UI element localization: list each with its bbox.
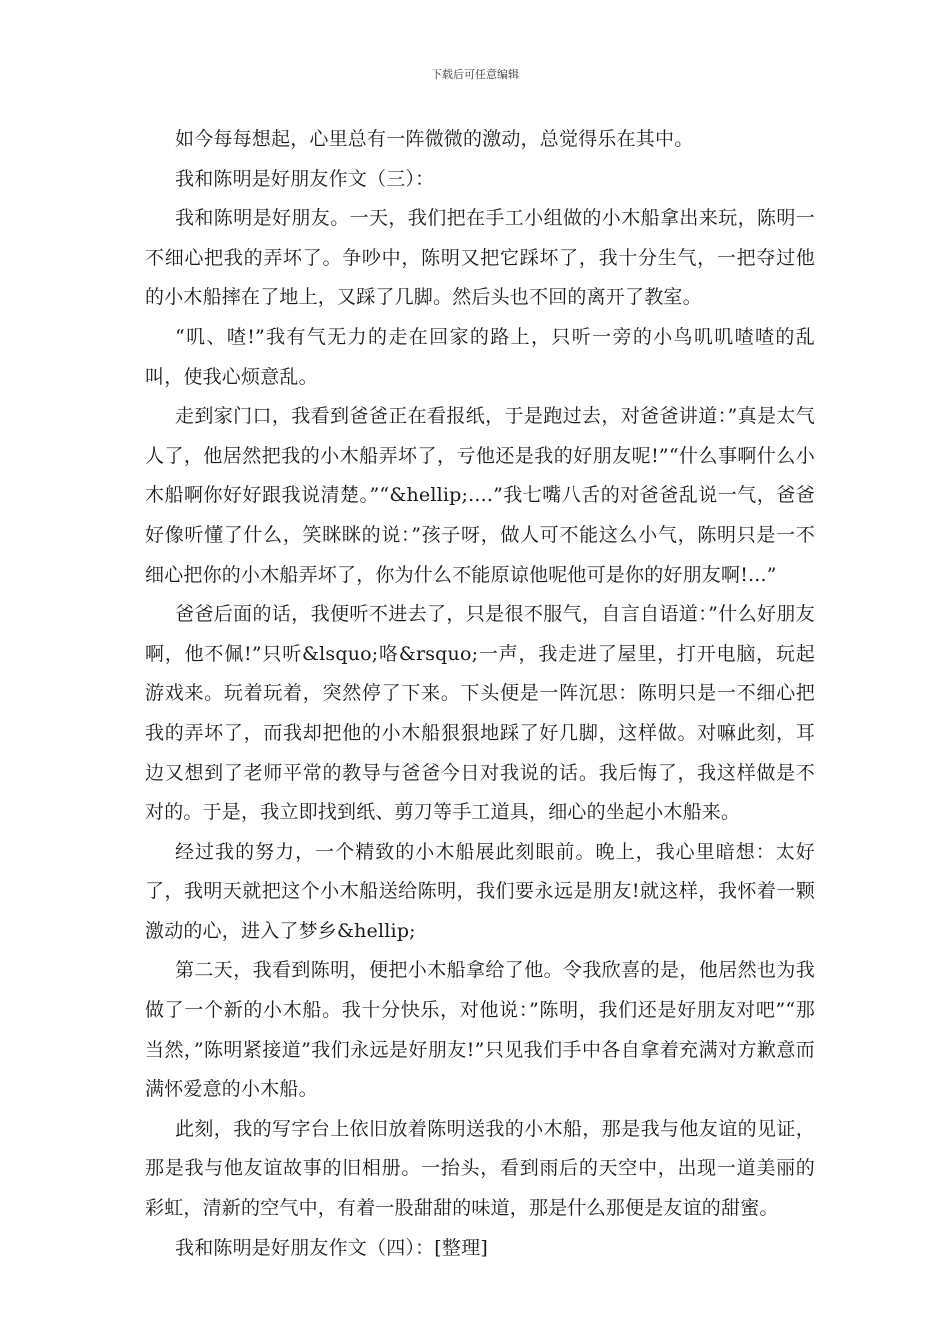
paragraph: 如今每每想起，心里总有一阵微微的激动，总觉得乐在其中。 <box>175 128 694 150</box>
page-header: 下载后可任意编辑 <box>431 68 519 81</box>
document-body <box>145 120 815 1268</box>
paragraph: 此刻，我的写字台上依旧放着陈明送我的小木船，那是我与他友谊的见证，那是我与他友谊故事的旧相册。一抬头，看到雨后的天空中，出现一道美丽的彩虹，清新的空气中，有着一股甜甜的味道，那是什么那便是友谊的甜蜜。 <box>145 1117 815 1220</box>
paragraph: 经过我的努力，一个精致的小木船展此刻眼前。晚上，我心里暗想：太好了，我明天就把这个小木船送给陈明，我们要永远是朋友!就这样，我怀着一颗激动的心，进入了梦乡&hellip; <box>145 840 815 942</box>
paragraph: “叽、喳!”我有气无力的走在回家的路上，只听一旁的小鸟叽叽喳喳的乱叫，使我心烦意乱。 <box>145 325 815 388</box>
paragraph: 爸爸后面的话，我便听不进去了，只是很不服气，自言自语道：”什么好朋友啊，他不佩!”只听&lsquo;咯&rsquo;一声，我走进了屋里，打开电脑，玩起游戏来。玩着玩着，突然停了下来。下头便是一阵沉思：陈明只是一不细心把我的弄坏了，而我却把他的小木船狠狠地踩了好几脚，这样做。对嘛此刻，耳边又想到了老师平常的教导与爸爸今日对我说的话。我后悔了，我这样做是不对的。于是，我立即找到纸、剪刀等手工道具，细心的坐起小木船来。 <box>145 603 815 824</box>
paragraph: 我和陈明是好朋友。一天，我们把在手工小组做的小木船拿出来玩，陈明一不细心把我的弄坏了。争吵中，陈明又把它踩坏了，我十分生气，一把夺过他的小木船摔在了地上，又踩了几脚。然后头也不回的离开了教室。 <box>145 207 815 309</box>
section-heading: 我和陈明是好朋友作文（四）：[整理] <box>175 1236 488 1259</box>
paragraph: 走到家门口，我看到爸爸正在看报纸，于是跑过去，对爸爸讲道：”真是太气人了，他居然把我的小木船弄坏了，亏他还是我的好朋友呢!”“什么事啊什么小木船啊你好好跟我说清楚。”“&hellip;....”我七嘴八舌的对爸爸乱说一气，爸爸好像听懂了什么，笑眯眯的说：”孩子呀，做人可不能这么小气，陈明只是一不细心把你的小木船弄坏了，你为什么不能原谅他呢他可是你的好朋友啊!...” <box>145 405 815 586</box>
paragraph: 第二天，我看到陈明，便把小木船拿给了他。令我欣喜的是，他居然也为我做了一个新的小木船。我十分快乐，对他说：”陈明，我们还是好朋友对吧”“那当然，”陈明紧接道”我们永远是好朋友!”只见我们手中各自拿着充满对方歉意而满怀爱意的小木船。 <box>145 959 815 1101</box>
section-heading: 我和陈明是好朋友作文（三）： <box>175 167 435 190</box>
